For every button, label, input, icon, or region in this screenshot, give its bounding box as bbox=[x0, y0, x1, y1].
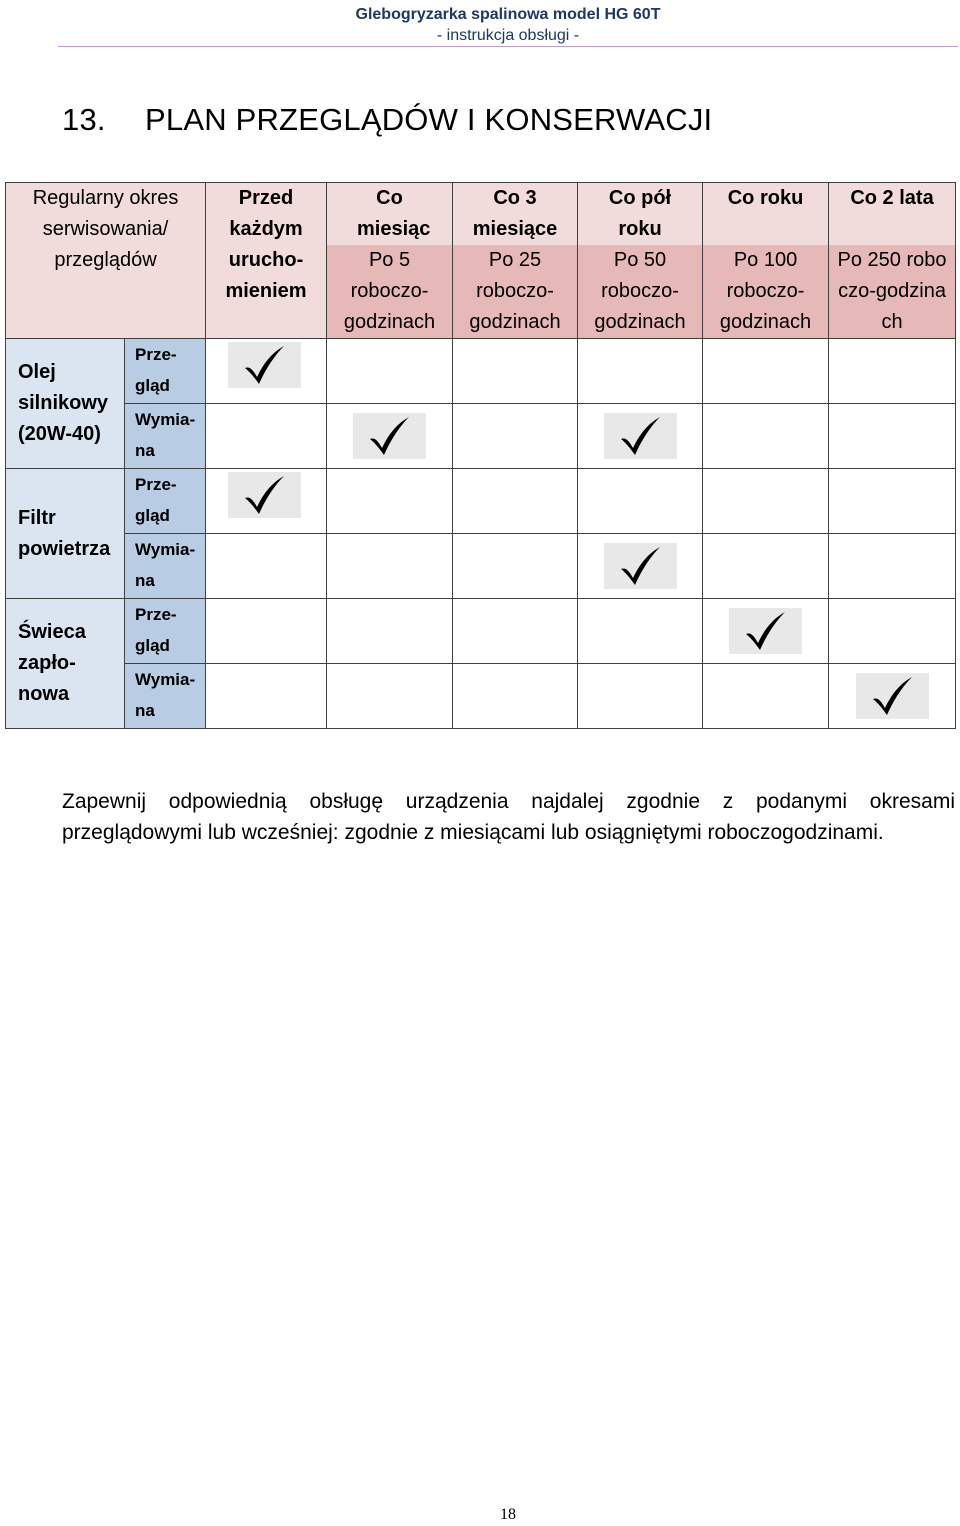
schedule-cell bbox=[829, 469, 956, 534]
schedule-cell bbox=[578, 599, 703, 664]
schedule-cell bbox=[206, 404, 327, 469]
checkmark-icon bbox=[353, 413, 426, 459]
checkmark-icon bbox=[604, 543, 677, 589]
maintenance-table bbox=[5, 182, 956, 729]
schedule-cell bbox=[206, 599, 327, 664]
schedule-cell bbox=[703, 664, 829, 729]
section-title: PLAN PRZEGLĄDÓW I KONSERWACJI bbox=[145, 102, 713, 137]
table-row bbox=[6, 404, 956, 469]
section-number: 13. bbox=[62, 102, 106, 137]
schedule-cell bbox=[829, 534, 956, 599]
component-label: Olej silnikowy (20W-40) bbox=[6, 339, 125, 469]
schedule-cell bbox=[829, 664, 956, 729]
col-header-half-year: Co pół roku Po 50 roboczo-godzinach bbox=[578, 183, 703, 339]
action-label: Wymia-na bbox=[125, 404, 206, 469]
schedule-cell bbox=[703, 599, 829, 664]
running-header-title: Glebogryzarka spalinowa model HG 60T bbox=[355, 6, 661, 23]
table-row bbox=[6, 534, 956, 599]
component-label: Świeca zapło-nowa bbox=[6, 599, 125, 729]
schedule-cell bbox=[206, 339, 327, 404]
schedule-cell bbox=[327, 664, 453, 729]
action-label: Prze-gląd bbox=[125, 469, 206, 534]
maintenance-note: Zapewnij odpowiednią obsługę urządzenia najdalej zgodnie z podanymi okresami przeglądowymi lub wcześniej: zgodnie z miesiącami lub osiągniętymi roboczogodzinami. bbox=[62, 790, 955, 844]
col-header-monthly: Co miesiąc Po 5 roboczo-godzinach bbox=[327, 183, 453, 339]
schedule-cell bbox=[453, 599, 578, 664]
action-label: Wymia-na bbox=[125, 664, 206, 729]
component-label: Filtr powietrza bbox=[6, 469, 125, 599]
corner-label: Regularny okres serwisowania/ przeglądów bbox=[6, 183, 206, 339]
schedule-cell bbox=[327, 599, 453, 664]
schedule-cell bbox=[453, 404, 578, 469]
checkmark-icon bbox=[228, 342, 301, 388]
schedule-cell bbox=[453, 664, 578, 729]
page-number: 18 bbox=[500, 1506, 516, 1523]
schedule-cell bbox=[703, 339, 829, 404]
table-row bbox=[6, 664, 956, 729]
schedule-cell bbox=[578, 664, 703, 729]
schedule-cell bbox=[453, 339, 578, 404]
schedule-cell bbox=[327, 469, 453, 534]
table-row bbox=[6, 469, 956, 534]
header-divider bbox=[58, 46, 958, 47]
schedule-cell bbox=[703, 534, 829, 599]
col-header-yearly: Co roku Po 100 roboczo-godzinach bbox=[703, 183, 829, 339]
checkmark-icon bbox=[604, 413, 677, 459]
schedule-cell bbox=[206, 534, 327, 599]
schedule-cell bbox=[703, 404, 829, 469]
schedule-cell bbox=[578, 469, 703, 534]
col-header-two-years: Co 2 lata Po 250 roboczo-godzinach bbox=[829, 183, 956, 339]
checkmark-icon bbox=[856, 673, 929, 719]
table-header-row bbox=[6, 183, 956, 339]
running-header bbox=[0, 4, 960, 46]
action-label: Prze-gląd bbox=[125, 599, 206, 664]
schedule-cell bbox=[206, 664, 327, 729]
schedule-cell bbox=[578, 534, 703, 599]
section-heading bbox=[62, 100, 712, 140]
schedule-cell bbox=[327, 534, 453, 599]
action-label: Wymia-na bbox=[125, 534, 206, 599]
schedule-cell bbox=[206, 469, 327, 534]
schedule-cell bbox=[578, 339, 703, 404]
running-header-subtitle: - instrukcja obsługi - bbox=[436, 27, 580, 44]
checkmark-icon bbox=[729, 608, 802, 654]
table-row bbox=[6, 599, 956, 664]
schedule-cell bbox=[453, 469, 578, 534]
schedule-cell bbox=[829, 339, 956, 404]
schedule-cell bbox=[327, 339, 453, 404]
table-row bbox=[6, 339, 956, 404]
schedule-cell bbox=[829, 404, 956, 469]
schedule-cell bbox=[578, 404, 703, 469]
col-header-quarterly: Co 3 miesiące Po 25 roboczo-godzinach bbox=[453, 183, 578, 339]
action-label: Prze-gląd bbox=[125, 339, 206, 404]
schedule-cell bbox=[703, 469, 829, 534]
schedule-cell bbox=[829, 599, 956, 664]
checkmark-icon bbox=[228, 472, 301, 518]
col-header-before-use: Przed każdym urucho-mieniem bbox=[206, 183, 327, 339]
schedule-cell bbox=[327, 404, 453, 469]
schedule-cell bbox=[453, 534, 578, 599]
